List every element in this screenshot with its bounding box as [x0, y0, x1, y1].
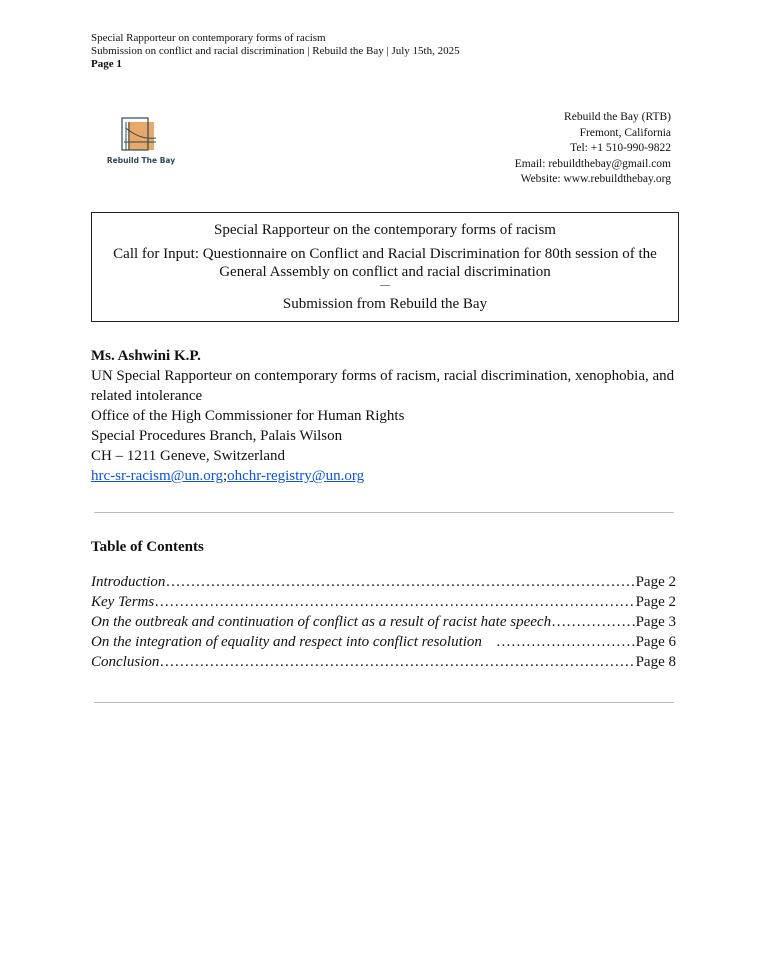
toc-leader: [159, 652, 635, 672]
toc-page: Page 3: [635, 614, 676, 630]
email-link-1[interactable]: hrc-sr-racism@un.org: [91, 468, 223, 484]
rebuild-the-bay-logo: [106, 116, 176, 168]
toc-page: Page 2: [635, 594, 676, 610]
toc-entry[interactable]: [91, 592, 676, 612]
toc-label: Introduction: [91, 574, 166, 590]
recipient-office: Office of the High Commissioner for Human Rights: [91, 408, 405, 424]
toc-entry[interactable]: [91, 632, 676, 652]
recipient-city: CH – 1211 Geneve, Switzerland: [91, 448, 285, 464]
toc-label: On the outbreak and continuation of conflict as a result of racist hate speech: [91, 614, 552, 630]
header-line-2: Submission on conflict and racial discrimination | Rebuild the Bay | July 15th, 2025: [91, 45, 460, 57]
toc-entry[interactable]: [91, 572, 676, 592]
toc-heading: Table of Contents: [91, 539, 204, 555]
toc-label: Key Terms: [91, 594, 155, 610]
title-line-3: Submission from Rebuild the Bay: [282, 296, 488, 312]
title-box: [91, 212, 679, 322]
page-header: [91, 32, 460, 71]
email-separator: ;: [222, 468, 228, 484]
toc-page: Page 8: [635, 654, 676, 670]
recipient-name: Ms. Ashwini K.P.: [91, 348, 201, 364]
email-link-2[interactable]: ohchr-registry@un.org: [227, 468, 365, 484]
toc-entry[interactable]: [91, 652, 676, 672]
recipient-title: UN Special Rapporteur on contemporary forms of racism, racial discrimination, xenophobia, and related intolerance: [91, 368, 675, 404]
toc-page: Page 2: [635, 574, 676, 590]
svg-text:Rebuild The Bay: Rebuild The Bay: [106, 156, 176, 165]
org-location: Fremont, California: [579, 126, 671, 139]
toc-leader: [496, 632, 636, 652]
sender-address: [515, 110, 671, 188]
org-name: Rebuild the Bay (RTB): [564, 111, 671, 123]
title-line-2: Call for Input: Questionnaire on Conflict and Racial Discrimination for 80th session of the General Assembly on conflict and racial discrimination: [113, 246, 657, 280]
title-divider: —: [380, 280, 390, 291]
toc-leader: [165, 572, 635, 592]
toc-label: Conclusion: [91, 654, 160, 670]
divider: [94, 702, 674, 703]
org-email: Email: rebuildthebay@gmail.com: [514, 157, 671, 170]
divider: [94, 512, 674, 513]
toc-page: Page 6: [635, 634, 676, 650]
header-line-1: Special Rapporteur on contemporary forms of racism: [91, 32, 326, 44]
org-website: Website: www.rebuildthebay.org: [520, 173, 671, 185]
recipient-block: [91, 346, 691, 486]
toc-entry[interactable]: [91, 612, 676, 632]
title-line-1: Special Rapporteur on the contemporary forms of racism: [214, 222, 556, 238]
org-phone: Tel: +1 510-990-9822: [570, 142, 671, 154]
table-of-contents: [91, 572, 676, 672]
recipient-branch: Special Procedures Branch, Palais Wilson: [91, 428, 343, 444]
toc-leader: [551, 612, 636, 632]
toc-leader: [154, 592, 635, 612]
toc-label: On the integration of equality and respect into conflict resolution: [91, 634, 482, 650]
page-number: Page 1: [91, 58, 122, 70]
